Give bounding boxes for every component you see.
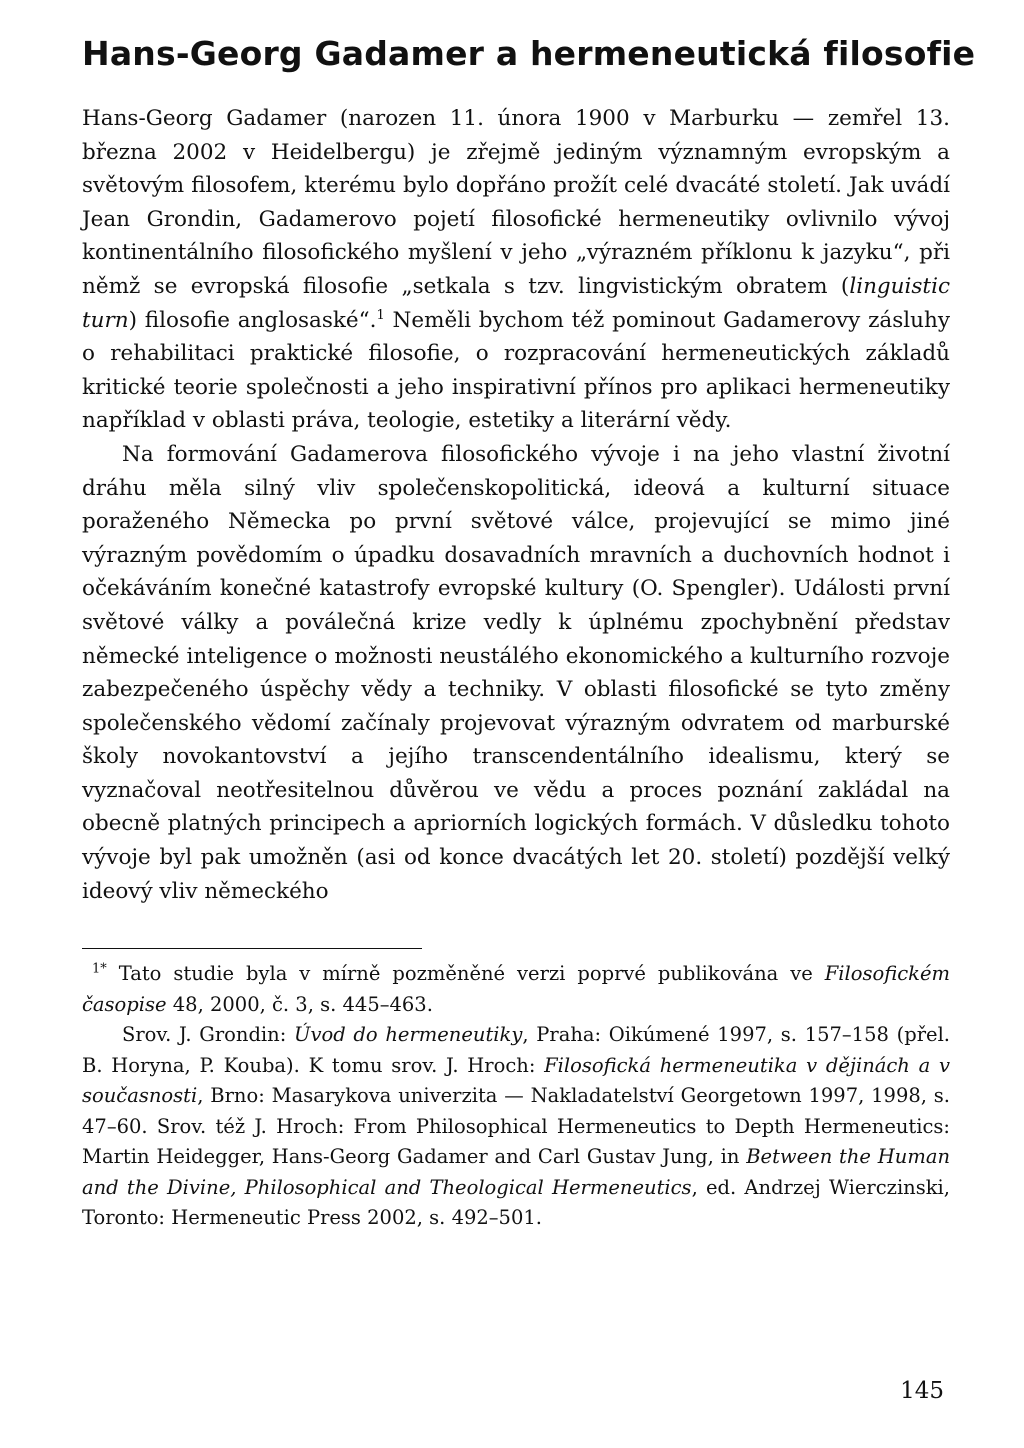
page-title: Hans-Georg Gadamer a hermeneutická filosofie <box>82 34 976 73</box>
footnote-1-title-a: Úvod do hermeneutiky <box>294 1023 523 1047</box>
main-text <box>82 102 950 908</box>
footnote-1-text-a: Srov. J. Grondin: <box>122 1023 295 1047</box>
footnote-1-text-b: , Praha: Oikúmené 1997, s. 157–158 (přel. B. Horyna, P. Kouba). K tomu srov. J. Hroch: <box>82 1023 950 1077</box>
paragraph-1-italic-term: linguistic turn <box>82 273 950 333</box>
footnote-1-title-b: Filosofická hermeneutika v dějinách a v současnosti <box>82 1053 950 1108</box>
footnote-separator <box>82 948 422 949</box>
paragraph-1-text-b: ) filosofie anglosaské“. <box>128 307 377 333</box>
paragraph-1-text-c: Neměli bychom též pominout Gadamerovy zásluhy o rehabilitaci praktické filosofie, o rozpracování hermeneutických základů kritické teorie společnosti a jeho inspirativní přínos pro aplikaci hermeneutiky například v oblasti práva, teologie, estetiky a literární vědy. <box>82 307 950 434</box>
page-number: 145 <box>900 1378 944 1404</box>
page <box>82 32 976 1234</box>
footnote-star-mark: 1* <box>92 961 107 977</box>
paragraph-1-text-a: Hans-Georg Gadamer (narozen 11. února 1900 v Marburku — zemřel 13. března 2002 v Heidelbergu) je zřejmě jediným významným evropským a světovým filosofem, kterému bylo dopřáno prožít celé dvacáté století. Jak uvádí Jean Grondin, Gadamerovo pojetí filosofické hermeneutiky ovlivnilo vývoj kontinentálního filosofického myšlení v jeho „výrazném příklonu k jazyku“, při němž se evropská filosofie „setkala s tzv. lingvistickým obratem ( <box>82 106 950 299</box>
footnote-1-text-d: , ed. Andrzej Wierczinski, Toronto: Hermeneutic Press 2002, s. 492–501. <box>82 1175 950 1230</box>
footnote-1-title-c: Between the Human and the Divine, Philosophical and Theological Hermeneutics <box>82 1145 950 1199</box>
footnote-star-text-b: 48, 2000, č. 3, s. 445–463. <box>166 992 433 1016</box>
footnote-star <box>82 959 950 1020</box>
footnote-1-text-c: , Brno: Masarykova univerzita — Nakladatelství Georgetown 1997, 1998, s. 47–60. Srov. též J. Hroch: From Philosophical Hermeneutics to Depth Hermeneutics: Martin Heidegger, Hans-Georg Gadamer and Carl Gustav Jung, in <box>82 1084 950 1169</box>
footnote-1 <box>82 1020 950 1234</box>
footnote-star-journal: Filosofickém časopise <box>82 962 950 1016</box>
footnote-star-text-a: Tato studie byla v mírně pozměněné verzi poprvé publikována ve <box>106 962 825 986</box>
footnotes <box>82 959 950 1234</box>
paragraph-1 <box>82 102 950 438</box>
paragraph-2: Na formování Gadamerova filosofického vývoje i na jeho vlastní životní dráhu měla silný vliv společenskopolitická, ideová a kulturní situace poraženého Německa po první světové válce, projevující se mimo jiné výrazným povědomím o úpadku dosavadních mravních a duchovních hodnot i očekáváním konečné katastrofy evropské kultury (O. Spengler). Události první světové války a poválečná krize vedly k úplnému zpochybnění představ německé inteligence o možnosti neustálého ekonomického a kulturního rozvoje zabezpečeného úspěchy vědy a techniky. V oblasti filosofické se tyto změny společenského vědomí začínaly projevovat výrazným odvratem od marburské školy novokantovství a jejího transcendentálního idealismu, který se vyznačoval neotřesitelnou důvěrou ve vědu a proces poznání zakládal na obecně platných principech a apriorních logických formách. V důsledku tohoto vývoje byl pak umožněn (asi od konce dvacátých let 20. století) pozdější velký ideový vliv německého <box>82 441 950 904</box>
footnote-reference-1[interactable]: 1 <box>376 307 385 323</box>
